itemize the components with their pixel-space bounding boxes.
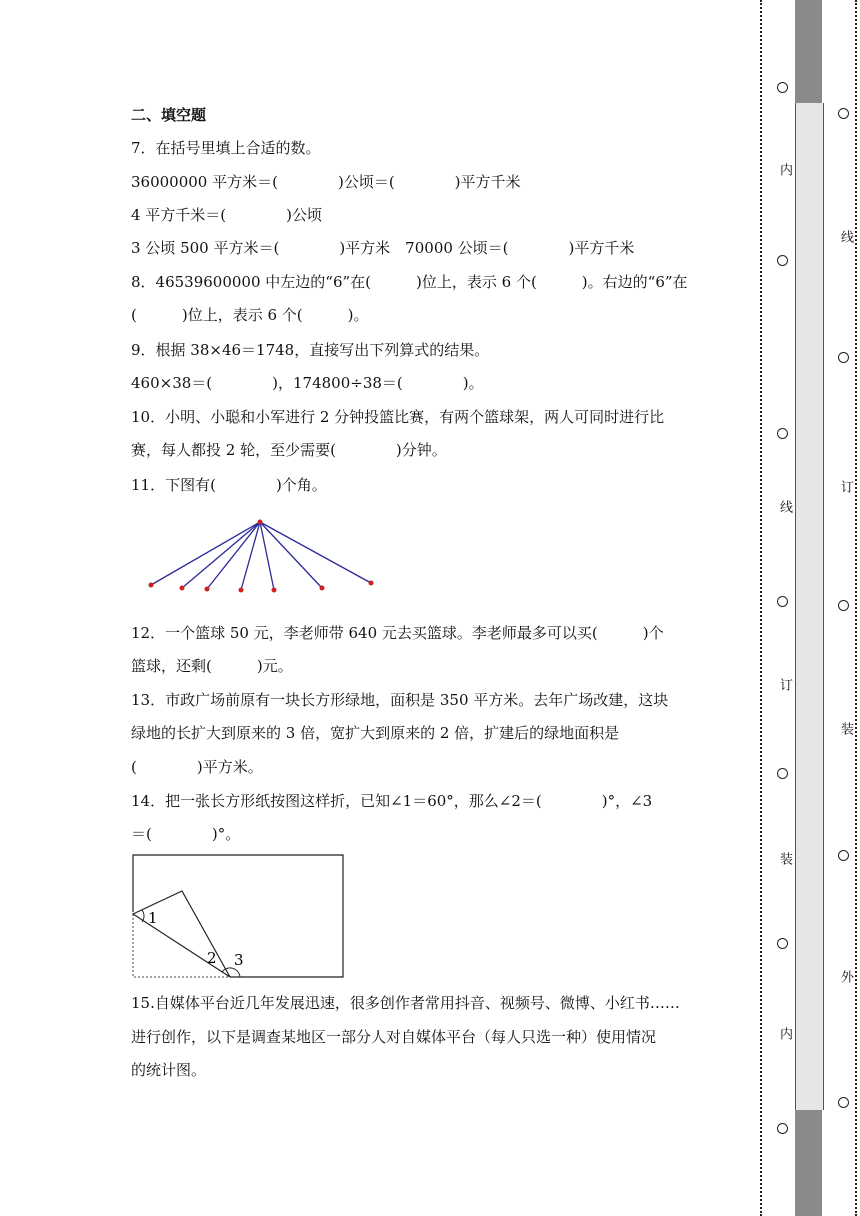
q11-line1: 11．下图有( )个角。 [131,476,327,494]
margin-label-inner-3: 订 [777,678,792,691]
q8-line1: 8．46539600000 中左边的“6”在( )位上，表示 6 个( )。右边的“6”在 [131,273,688,291]
binding-band-top [795,0,822,103]
q7-stem: 7．在括号里填上合适的数。 [131,139,321,157]
end-point [205,587,210,592]
q12-line2: 篮球，还剩( )元。 [131,657,293,675]
q15-line2: 进行创作，以下是调查某地区一部分人对自媒体平台（每人只选一种）使用情况 [131,1028,657,1046]
hole-marker [777,596,788,607]
q9-line2: 460×38＝( )，174800÷38＝( )。 [131,374,484,392]
q10-line2: 赛，每人都投 2 轮，至少需要( )分钟。 [131,441,447,459]
margin-label-inner-2: 线 [777,500,792,513]
margin-label-outer-2: 订 [838,480,853,493]
margin-label-inner-1: 内 [777,163,792,176]
binding-line-inner [760,0,762,1216]
margin-label-inner-4: 装 [777,852,792,865]
q15-line3: 的统计图。 [131,1061,207,1079]
folded-paper-figure [130,852,350,982]
angles-figure [140,515,390,595]
hole-marker [777,938,788,949]
hole-marker [777,768,788,779]
angle-3-label: 3 [234,951,244,969]
section-title: 二、填空题 [131,106,207,124]
q15-line1: 15.自媒体平台近几年发展迅速，很多创作者常用抖音、视频号、微博、小红书…… [131,994,680,1012]
hole-marker [838,600,849,611]
angle-1-label: 1 [148,909,158,927]
hole-marker [838,850,849,861]
q14-line2: ＝( )°。 [131,825,241,843]
end-point [180,586,185,591]
q7-line3: 3 公顷 500 平方米＝( )平方米 70000 公顷＝( )平方千米 [131,239,635,257]
margin-label-inner-5: 内 [777,1027,792,1040]
q8-line2: ( )位上，表示 6 个( )。 [131,306,369,324]
q13-line1: 13．市政广场前原有一块长方形绿地，面积是 350 平方米。去年广场改建，这块 [131,691,669,709]
end-point [320,586,325,591]
hole-marker [777,255,788,266]
binding-band-bottom [795,1110,822,1216]
hole-marker [777,428,788,439]
q7-line1: 36000000 平方米＝( )公顷＝( )平方千米 [131,173,521,191]
q13-line2: 绿地的长扩大到原来的 3 倍，宽扩大到原来的 2 倍，扩建后的绿地面积是 [131,724,620,742]
vertex-point [258,520,263,525]
hole-marker [777,82,788,93]
margin-label-outer-4: 外 [838,970,853,983]
end-point [272,588,277,593]
q9-line1: 9．根据 38×46＝1748，直接写出下列算式的结果。 [131,341,490,359]
hole-marker [777,1123,788,1134]
binding-band [795,103,824,1110]
binding-line-outer [855,0,857,1216]
margin-label-outer-1: 线 [838,230,853,243]
q13-line3: ( )平方米。 [131,758,263,776]
end-point [369,581,374,586]
hole-marker [838,352,849,363]
end-point [239,588,244,593]
q10-line1: 10．小明、小聪和小军进行 2 分钟投篮比赛，有两个篮球架，两人可同时进行比 [131,408,665,426]
hole-marker [838,1097,849,1108]
q7-line2: 4 平方千米＝( )公顷 [131,206,323,224]
end-point [149,583,154,588]
q12-line1: 12．一个篮球 50 元，李老师带 640 元去买篮球。李老师最多可以买( )个 [131,624,664,642]
margin-label-outer-3: 装 [838,722,853,735]
hole-marker [838,108,849,119]
q14-line1: 14．把一张长方形纸按图这样折，已知∠1＝60°，那么∠2＝( )°，∠3 [131,792,653,810]
angle-2-label: 2 [207,949,217,967]
